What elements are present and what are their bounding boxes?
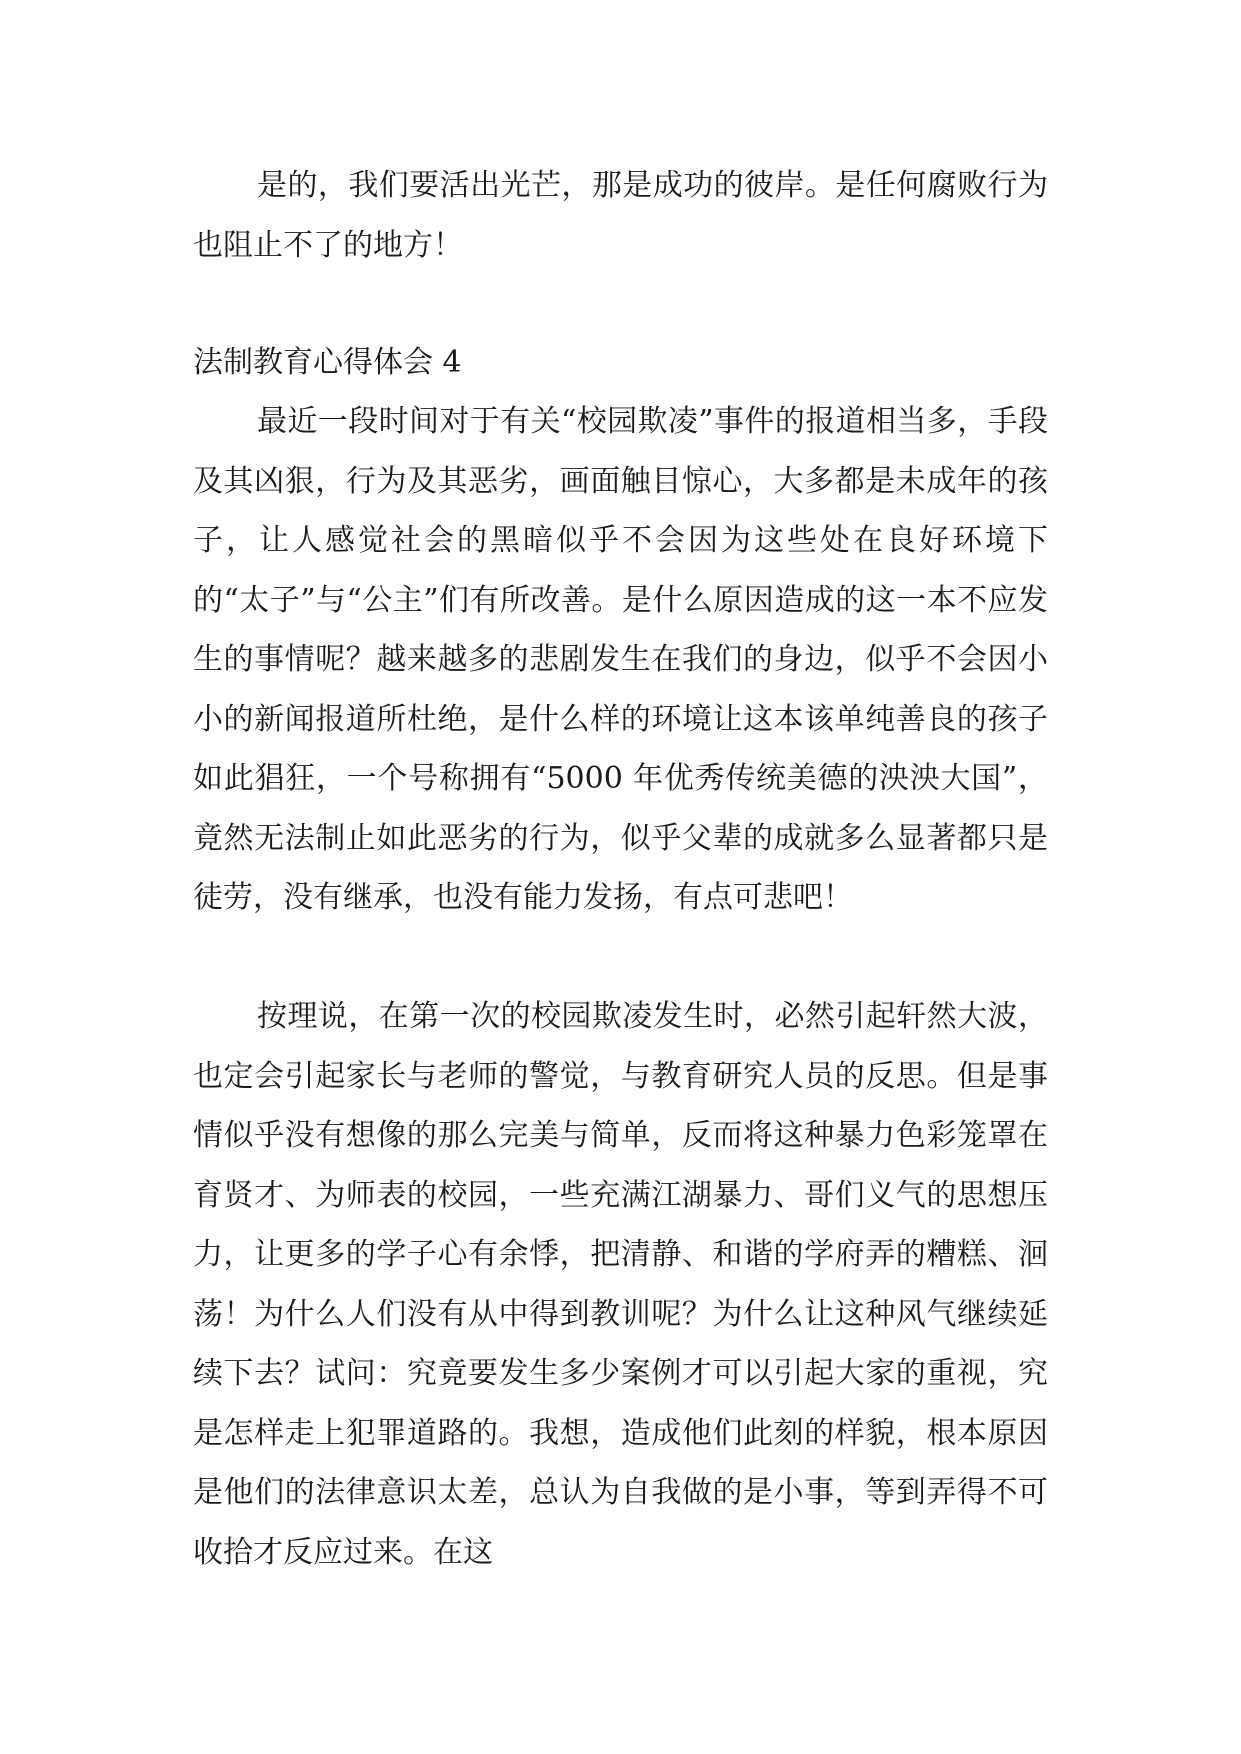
closing-paragraph [193, 156, 1048, 275]
section-title: 法制教育心得体会 4 [193, 345, 462, 380]
body-paragraph-text: 按理说，在第一次的校园欺凌发生时，必然引起轩然大波，也定会引起家长与老师的警觉，与教育研究人员的反思。但是事情似乎没有想像的那么完美与简单，反而将这种暴力色彩笼罩在育贤才、为师表的校园，一些充满江湖暴力、哥们义气的思想压力，让更多的学子心有余悸，把清静、和谐的学府弄的糟糕、洄荡！为什么人们没有从中得到教训呢？为什么让这种风气继续延续下去？试问：究竟要发生多少案例才可以引起大家的重视，究是怎样走上犯罪道路的。我想，造成他们此刻的样貌，根本原因是他们的法律意识太差，总认为自我做的是小事，等到弄得不可收拾才反应过来。在这 [193, 999, 1048, 1570]
closing-paragraph-text: 是的，我们要活出光芒，那是成功的彼岸。是任何腐败行为也阻止不了的地方！ [193, 168, 1048, 263]
body-paragraph-text: 最近一段时间对于有关“校园欺凌”事件的报道相当多，手段及其凶狠，行为及其恶劣，画面触目惊心，大多都是未成年的孩子，让人感觉社会的黑暗似乎不会因为这些处在良好环境下的“太子”与“公主”们有所改善。是什么原因造成的这一本不应发生的事情呢？越来越多的悲剧发生在我们的身边，似乎不会因小小的新闻报道所杜绝，是什么样的环境让这本该单纯善良的孩子如此猖狂，一个号称拥有“5000 年优秀传统美德的泱泱大国”，竟然无法制止如此恶劣的行为，似乎父辈的成就多么显著都只是徒劳，没有继承，也没有能力发扬，有点可悲吧！ [193, 404, 1048, 915]
body-paragraph-1 [193, 392, 1048, 928]
body-paragraph-2 [193, 987, 1048, 1582]
